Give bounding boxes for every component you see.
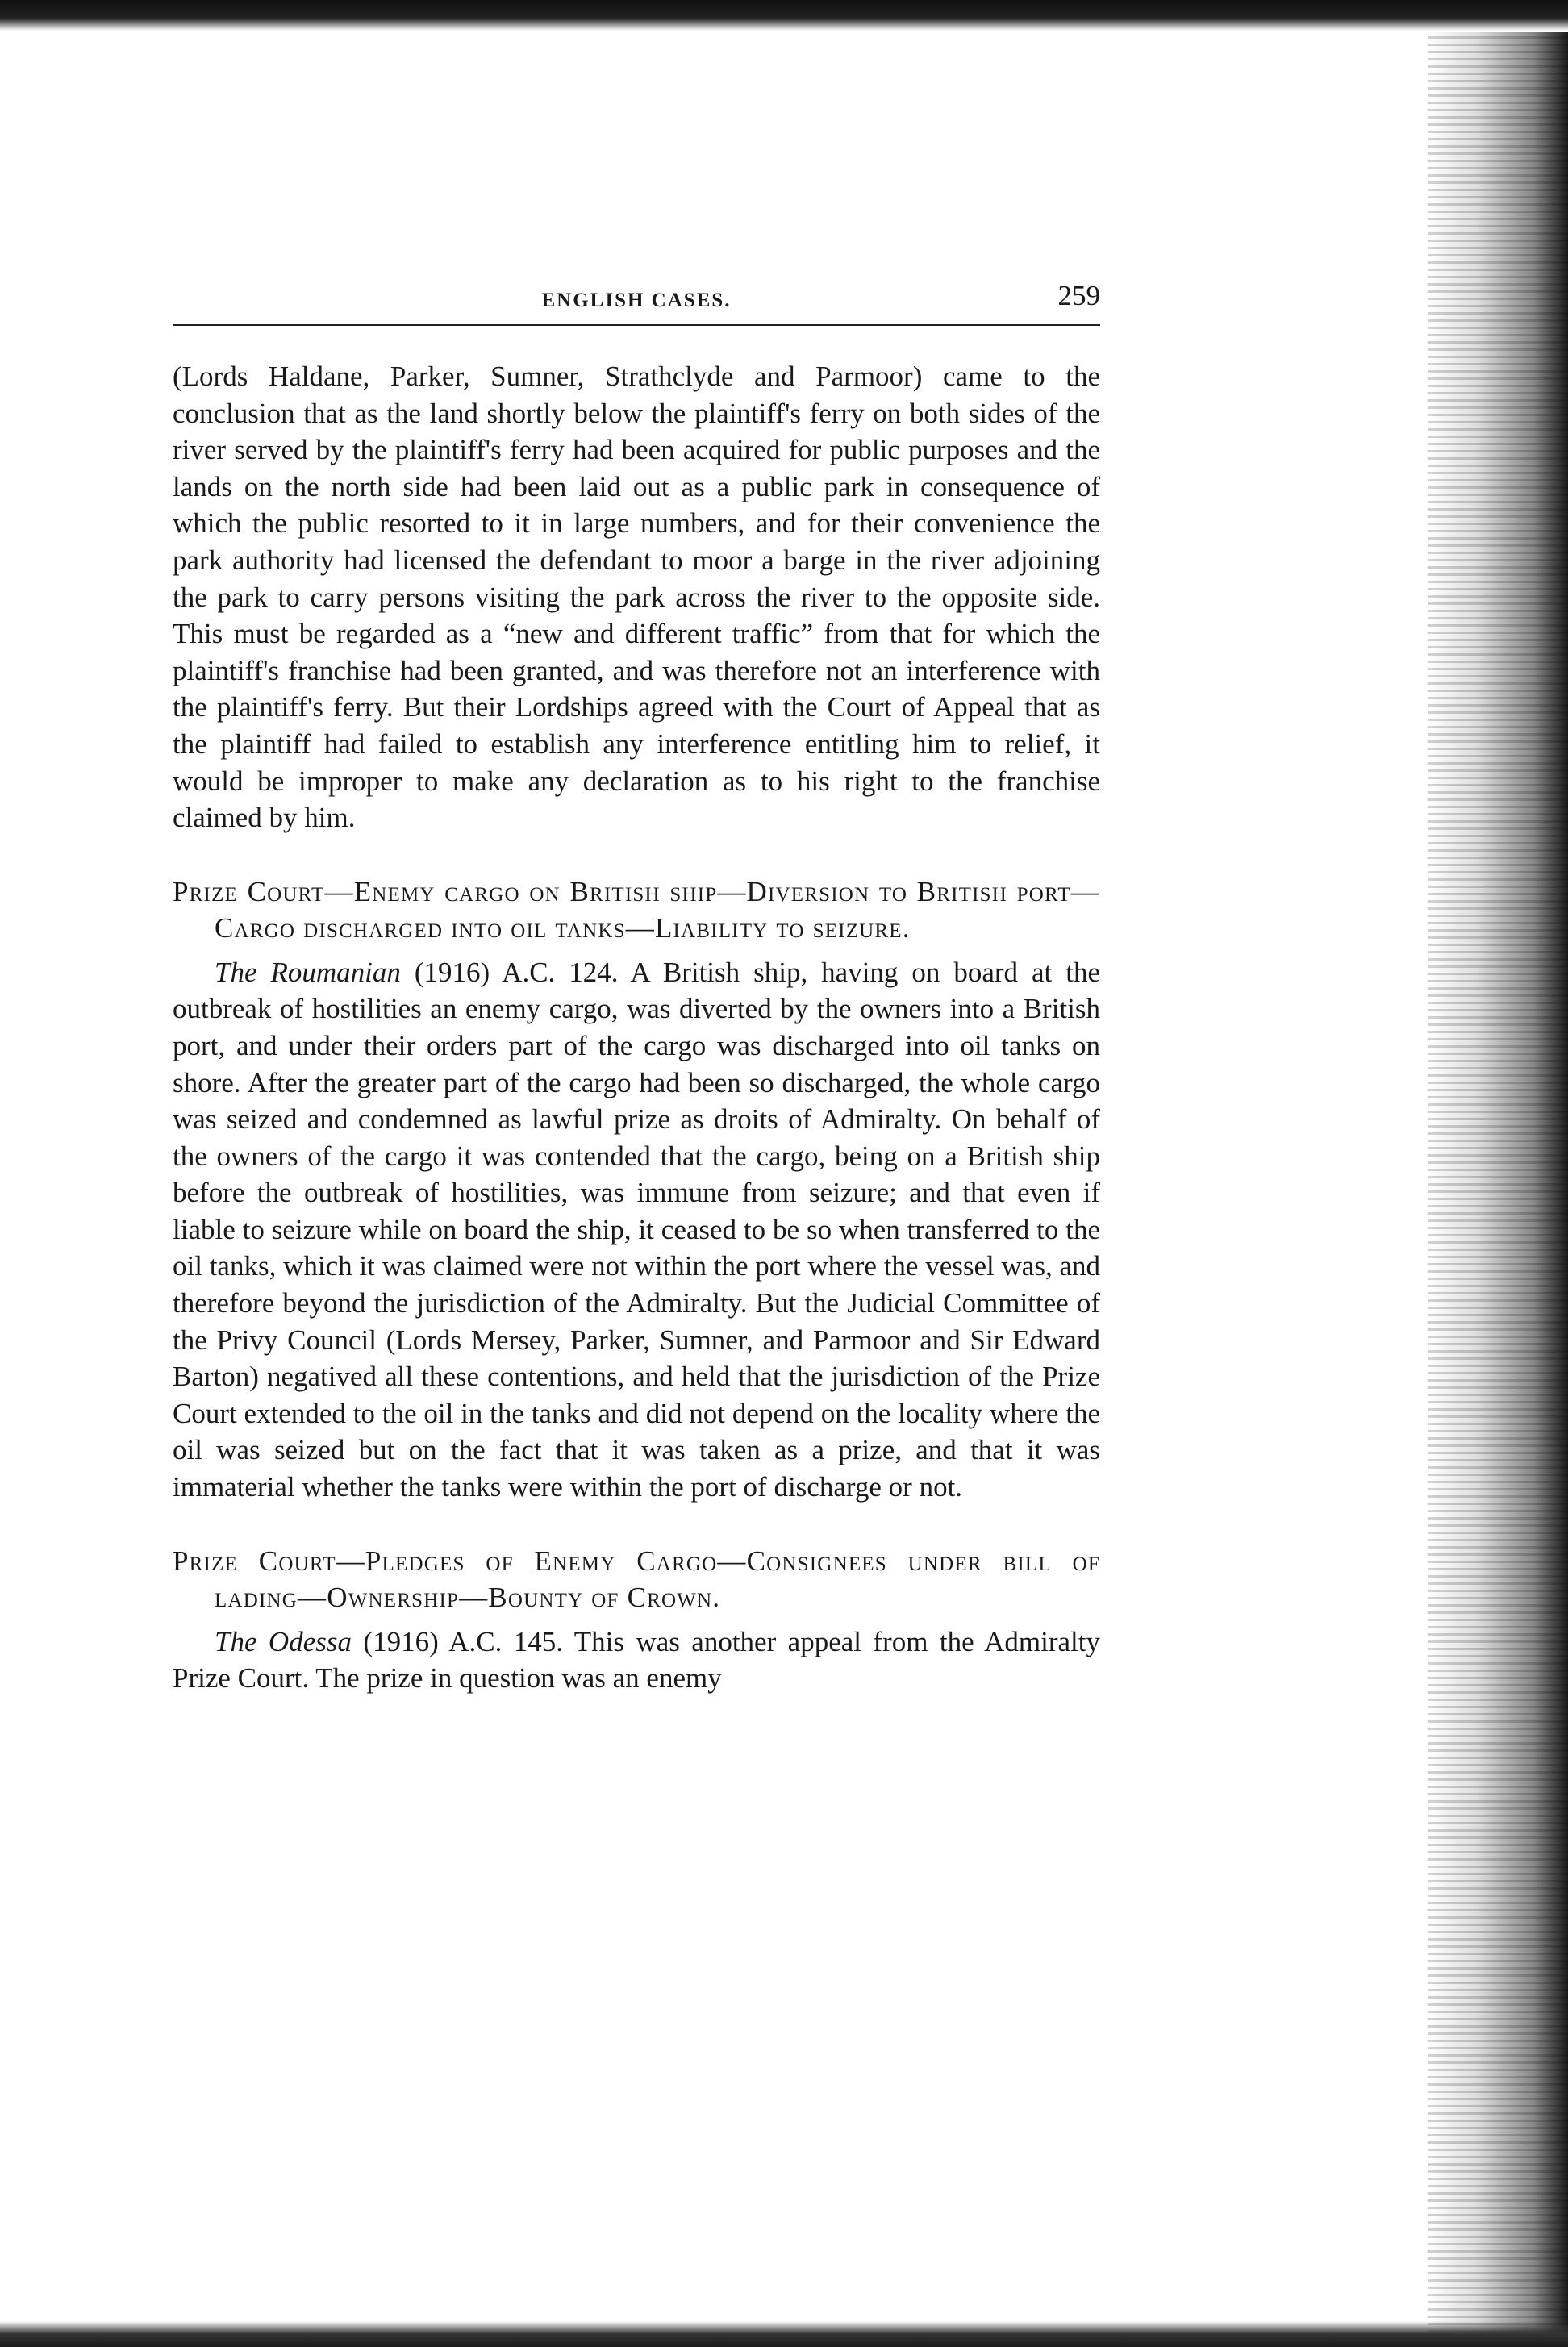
scan-border-right — [1428, 32, 1568, 2347]
case-paragraph-odessa — [173, 1624, 1100, 1697]
case-body-roumanian: (1916) A.C. 124. A British ship, having on board at the outbreak of hostilities an enemy cargo, was diverted by the owners into a British port, and under their orders part of the cargo was discharged into oil tanks on shore. After the greater part of the cargo had been so discharged, the whole cargo was seized and condemned as lawful prize as droits of Admiralty. On behalf of the owners of the cargo it was contended that the cargo, being on a British ship before the outbreak of hostilities, was immune from seizure; and that even if liable to seizure while on board the ship, it ceased to be so when transferred to the oil tanks, which it was claimed were not within the port where the vessel was, and therefore beyond the jurisdiction of the Admiralty. But the Judicial Committee of the Privy Council (Lords Mersey, Parker, Sumner, and Parmoor and Sir Edward Barton) negatived all these contentions, and held that the jurisdiction of the Prize Court extended to the oil in the tanks and did not depend on the locality where the oil was seized but on the fact that it was taken as a prize, and that it was immaterial whether the tanks were within the port of discharge or not. — [173, 956, 1100, 1503]
book-page — [173, 282, 1100, 1697]
running-title: ENGLISH CASES. — [541, 290, 732, 311]
section-heading-roumanian: Prize Court—Enemy cargo on British ship—Diversion to British port—Cargo discharged into oil tanks—Liability to seizure. — [173, 875, 1100, 944]
case-name-roumanian: The Roumanian — [215, 956, 401, 988]
section-heading-odessa: Prize Court—Pledges of Enemy Cargo—Consignees under bill of lading—Ownership—Bounty of Crown. — [173, 1545, 1100, 1613]
scan-border-top — [0, 0, 1568, 31]
case-paragraph-roumanian — [173, 954, 1100, 1506]
continued-paragraph: (Lords Haldane, Parker, Sumner, Strathclyde and Parmoor) came to the conclusion that as the land shortly below the plaintiff's ferry on both sides of the river served by the plaintiff's ferry had been acquired for public purposes and the lands on the north side had been laid out as a public park in consequence of which the public resorted to it in large numbers, and for their convenience the park authority had licensed the defendant to moor a barge in the river adjoining the park to carry persons visiting the park across the river to the opposite side. This must be regarded as a “new and different traffic” from that for which the plaintiff's franchise had been granted, and was therefore not an interference with the plaintiff's ferry. But their Lordships agreed with the Court of Appeal that as the plaintiff had failed to establish any interference entitling him to relief, it would be improper to make any declaration as to his right to the franchise claimed by him. — [173, 361, 1100, 834]
header-rule — [173, 324, 1100, 326]
case-body-odessa: (1916) A.C. 145. This was another appeal from the Admiralty Prize Court. The prize in question was an enemy — [173, 1625, 1100, 1695]
running-head — [173, 282, 1100, 324]
scan-border-bottom — [0, 2321, 1568, 2347]
case-name-odessa: The Odessa — [215, 1625, 352, 1657]
page-number: 259 — [1057, 280, 1100, 311]
